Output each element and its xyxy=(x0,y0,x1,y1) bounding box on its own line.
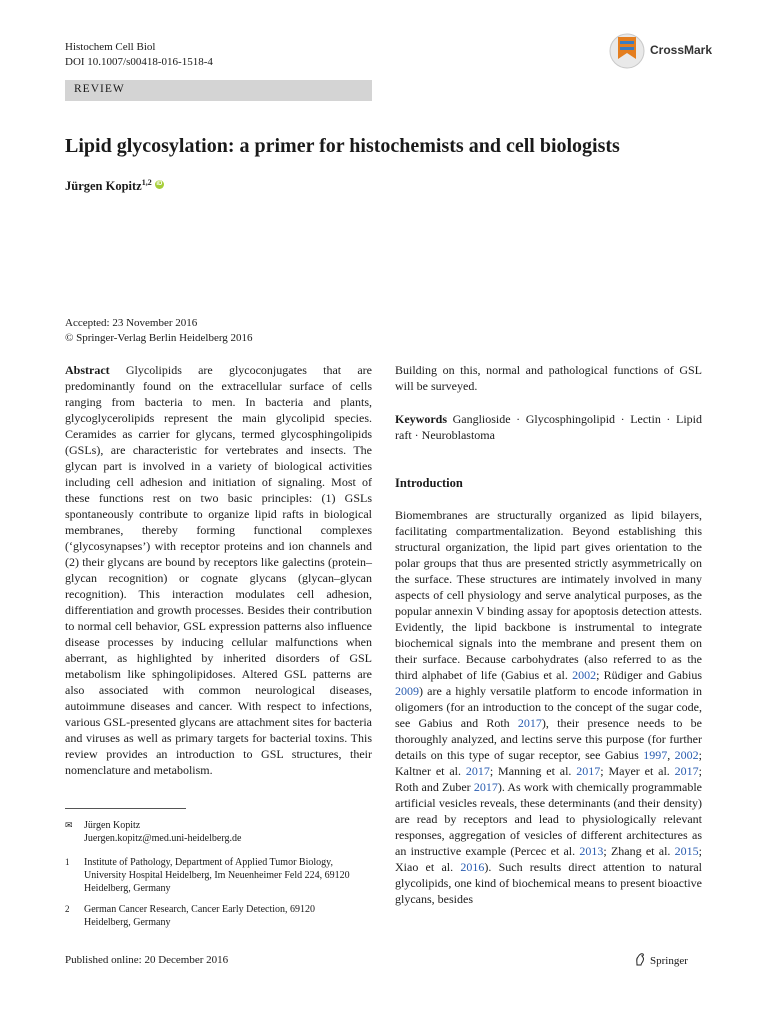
affiliation-text: German Cancer Research, Cancer Early Detection, 69120 Heidelberg, Germany xyxy=(84,904,316,928)
intro-text: ; Mayer et al. xyxy=(600,764,675,778)
affiliation-text: Institute of Pathology, Department of Applied Tumor Biology, University Hospital Heidelberg, Im Neuenheimer Feld 224, 69120 Heidelberg, Germany xyxy=(84,857,350,894)
crossmark-label: CrossMark xyxy=(650,43,713,57)
author-email[interactable]: Juergen.kopitz@med.uni-heidelberg.de xyxy=(84,833,242,844)
abstract-text: Glycolipids are glycoconjugates that are predominantly found on the extracellular surface of cells ranging from bacteria to men. In bacteria and plants, glycoglycerolipids represent the main glycolipid species. Ceramides as carrier for glycans, termed glycosphingolipids (GSLs), are characteristic for vertebrates and insects. The glycan part is involved in a variety of biological activities including cell adhesion and initiation of signaling. Most of these functions rest on two basic principles: (1) GSLs spontaneously contribute to organize lipid rafts in biological membranes, thereby forming functional complexes (‘glycosynapses’) with receptor proteins and ion channels and (2) their glycans are bound by receptors like galectins (protein–glycan recognition) or cognate glycans (glycan–glycan recognition). This interaction modulates cell adhesion, differentiation and growth processes. Besides their contribution to normal cell behavior, GSL expression patterns also influence disease processes by inducing cellular malfunctions when aberrant, as highlighted by inherited disorders of GSL metabolism like sphingolipidoses. Altered GSL patterns are also associated with common neurological diseases, autoimmune diseases and cancer. With respect to infections, various GSL-presented glycans are attachment sites for bacteria and viruses as well as primary targets for bacterial toxins. This review provides an introduction to GSL structures, their nomenclature and metabolism. xyxy=(65,363,372,777)
journal-name: Histochem Cell Biol xyxy=(65,41,156,53)
springer-horse-icon xyxy=(634,952,646,966)
abstract-continued-text: Building on this, normal and pathological functions of GSL will be surveyed. xyxy=(395,363,702,393)
intro-text: ; Kaltner et al. xyxy=(395,748,703,778)
orcid-icon[interactable]: iD xyxy=(156,181,163,188)
citation-link[interactable]: 2016 xyxy=(460,860,485,874)
accepted-date: Accepted: 23 November 2016 xyxy=(65,317,198,329)
intro-text: ; Roth and Zuber xyxy=(395,764,703,794)
abstract-continued xyxy=(395,362,702,394)
journal-header xyxy=(65,40,213,70)
intro-text: Biomembranes are structurally organized as lipid bilayers, facilitating compartmentalization. Beyond establishing this structural organization, the lipid part gives orientation to the polar groups that thus are presented strictly asymmetrically on the surface. These structures are intimately involved in many aspects of cell physiology and serve analytical purposes, as the popular annexin V binding assay for apoptosis detection attests. Evidently, the lipid backbone is instrumental to integrate biochemical signals into the membrane and present them on their surface. Because carbohydrates (also referred to as the third alphabet of life (Gabius et al. xyxy=(395,508,702,682)
footnote-marker: 2 xyxy=(65,904,70,914)
affiliation-footnote-2 xyxy=(65,903,355,929)
section-label-bar xyxy=(65,80,372,101)
citation-link[interactable]: 2017 xyxy=(576,764,601,778)
journal-doi: DOI 10.1007/s00418-016-1518-4 xyxy=(65,56,213,68)
intro-text: ), their presence needs to be thoroughly analyzed, and lectins serve this purpose (for further details on this type of sugar receptor, see Gabius xyxy=(395,716,702,762)
copyright: © Springer-Verlag Berlin Heidelberg 2016 xyxy=(65,332,253,344)
article-dates xyxy=(65,316,253,346)
citation-link[interactable]: 2017 xyxy=(674,764,699,778)
author-line xyxy=(65,178,164,194)
citation-link[interactable]: 2002 xyxy=(572,668,597,682)
section-label: REVIEW xyxy=(74,83,125,95)
intro-text: ) are a highly versatile platform to encode information in oligomers (for an introduction to the concept of the sugar code, see Gabius and Roth xyxy=(395,684,702,730)
intro-text: ; Rüdiger and Gabius xyxy=(596,668,702,682)
citation-link[interactable]: 2017 xyxy=(517,716,542,730)
keywords-label: Keywords xyxy=(395,412,447,426)
citation-link[interactable]: 1997 xyxy=(643,748,668,762)
intro-text: ). As work with chemically programmable artificial vesicles reveals, these determinants (and their density) are read by receptors and lead to physiologically relevant responses, aggregation of vesicles of different architectures as an instructive example (Percec et al. xyxy=(395,780,702,858)
citation-link[interactable]: 2013 xyxy=(579,844,604,858)
intro-text: ; Zhang et al. xyxy=(603,844,675,858)
citation-link[interactable]: 2002 xyxy=(674,748,699,762)
author-affiliation: 1,2 xyxy=(141,178,152,187)
corresponding-author: Jürgen Kopitz xyxy=(84,820,141,831)
introduction-text xyxy=(395,507,702,907)
crossmark-icon xyxy=(609,31,645,71)
intro-text: ; Manning et al. xyxy=(489,764,577,778)
citation-link[interactable]: 2009 xyxy=(395,684,419,698)
footnote-marker: 1 xyxy=(65,857,70,867)
crossmark-badge[interactable] xyxy=(609,29,713,73)
correspondence-footnote xyxy=(65,819,355,845)
author-name[interactable]: Jürgen Kopitz xyxy=(65,179,142,194)
keywords xyxy=(395,411,702,443)
publisher-logo xyxy=(634,952,688,967)
published-date: Published online: 20 December 2016 xyxy=(65,954,229,966)
intro-text: ; Xiao et al. xyxy=(395,844,702,874)
introduction-heading: Introduction xyxy=(395,476,463,490)
keywords-text: Ganglioside · Glycosphingolipid · Lectin · Lipid raft · Neuroblastoma xyxy=(395,412,702,442)
abstract xyxy=(65,362,372,778)
publisher-name: Springer xyxy=(650,955,688,967)
affiliation-footnote-1 xyxy=(65,856,355,895)
intro-text: ). Such results direct attention to natural glycolipids, one kind of biochemical means to present bioactive glycans, besides xyxy=(395,860,703,906)
article-title: Lipid glycosylation: a primer for histochemists and cell biologists xyxy=(65,135,620,157)
envelope-icon: ✉ xyxy=(65,820,73,830)
footnote-divider xyxy=(65,808,186,809)
abstract-label: Abstract xyxy=(65,363,110,377)
citation-link[interactable]: 2017 xyxy=(473,780,498,794)
citation-link[interactable]: 2017 xyxy=(465,764,490,778)
citation-link[interactable]: 2015 xyxy=(674,844,699,858)
intro-text: , xyxy=(667,748,675,762)
